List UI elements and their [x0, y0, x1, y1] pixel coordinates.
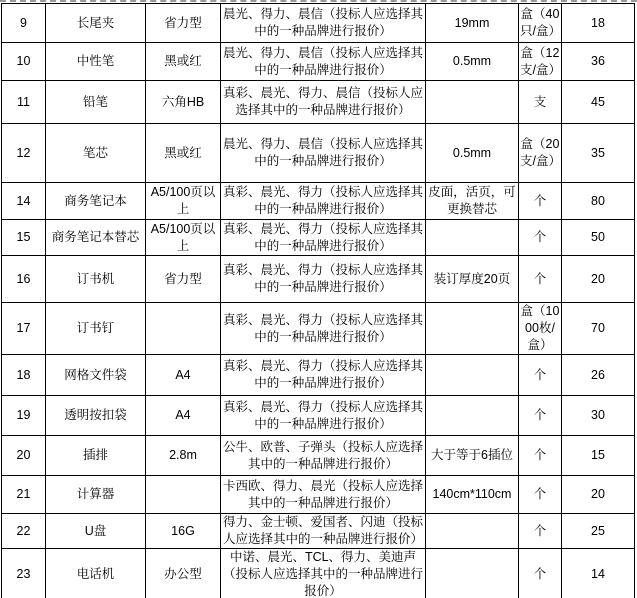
cell-seq: 9 — [2, 4, 46, 43]
cell-unit: 个 — [519, 183, 562, 220]
cell-brand: 中诺、晨光、TCL、得力、美迪声（投标人应选择其中的一种品牌进行报价） — [221, 549, 426, 598]
cell-name: 网格文件袋 — [46, 355, 146, 396]
cell-spec — [146, 303, 221, 355]
cell-size — [426, 396, 519, 436]
cell-name: 笔芯 — [46, 124, 146, 183]
cell-seq: 17 — [2, 303, 46, 355]
table-row — [2, 396, 635, 436]
cell-name: 中性笔 — [46, 43, 146, 81]
cell-spec: 省力型 — [146, 4, 221, 43]
cell-unit: 盒（12支/盒） — [519, 43, 562, 81]
cell-unit: 个 — [519, 436, 562, 476]
table-row — [2, 81, 635, 124]
table-row — [2, 43, 635, 81]
cell-brand: 真彩、晨光、得力（投标人应选择其中的一种品牌进行报价） — [221, 256, 426, 303]
cell-name: 插排 — [46, 436, 146, 476]
cell-unit: 个 — [519, 514, 562, 549]
cell-qty: 20 — [562, 256, 635, 303]
cell-unit: 个 — [519, 549, 562, 598]
cell-size — [426, 355, 519, 396]
cell-spec: A4 — [146, 355, 221, 396]
cell-seq: 12 — [2, 124, 46, 183]
cell-size — [426, 303, 519, 355]
cell-name: 订书机 — [46, 256, 146, 303]
table-row — [2, 436, 635, 476]
cell-spec: A5/100页以上 — [146, 220, 221, 256]
table-row — [2, 183, 635, 220]
cell-name: 商务笔记本替芯 — [46, 220, 146, 256]
cell-seq: 15 — [2, 220, 46, 256]
cell-size — [426, 220, 519, 256]
cell-qty: 70 — [562, 303, 635, 355]
cell-size — [426, 549, 519, 598]
cell-unit: 盒（40只/盒） — [519, 4, 562, 43]
cell-seq: 16 — [2, 256, 46, 303]
cell-seq: 20 — [2, 436, 46, 476]
office-supplies-table — [1, 3, 635, 598]
cell-unit: 盒（1000枚/盒） — [519, 303, 562, 355]
cell-brand: 晨光、得力、晨信（投标人应选择其中的一种品牌进行报价） — [221, 43, 426, 81]
cell-qty: 50 — [562, 220, 635, 256]
cell-qty: 80 — [562, 183, 635, 220]
cell-seq: 21 — [2, 476, 46, 514]
cell-name: 电话机 — [46, 549, 146, 598]
cell-size: 0.5mm — [426, 43, 519, 81]
cell-brand: 晨光、得力、晨信（投标人应选择其中的一种品牌进行报价） — [221, 4, 426, 43]
cell-name: 订书钉 — [46, 303, 146, 355]
cell-qty: 36 — [562, 43, 635, 81]
cell-size: 140cm*110cm — [426, 476, 519, 514]
table-row — [2, 220, 635, 256]
table-row — [2, 256, 635, 303]
cell-seq: 11 — [2, 81, 46, 124]
cell-spec: 黑或红 — [146, 124, 221, 183]
cell-qty: 26 — [562, 355, 635, 396]
cell-size — [426, 81, 519, 124]
cell-size — [426, 514, 519, 549]
cell-qty: 15 — [562, 436, 635, 476]
cell-spec: 2.8m — [146, 436, 221, 476]
page-break-dashed-line — [0, 0, 637, 2]
cell-qty: 18 — [562, 4, 635, 43]
cell-size: 皮面，活页，可更换替芯 — [426, 183, 519, 220]
cell-brand: 晨光、得力、晨信（投标人应选择其中的一种品牌进行报价） — [221, 124, 426, 183]
cell-seq: 22 — [2, 514, 46, 549]
cell-brand: 真彩、晨光、得力（投标人应选择其中的一种品牌进行报价） — [221, 303, 426, 355]
cell-unit: 个 — [519, 220, 562, 256]
cell-qty: 45 — [562, 81, 635, 124]
cell-name: 透明按扣袋 — [46, 396, 146, 436]
table-row — [2, 476, 635, 514]
cell-brand: 卡西欧、得力、晨光（投标人应选择其中的一种品牌进行报价） — [221, 476, 426, 514]
cell-name: 计算器 — [46, 476, 146, 514]
table-row — [2, 4, 635, 43]
cell-name: 长尾夹 — [46, 4, 146, 43]
cell-spec: 16G — [146, 514, 221, 549]
cell-qty: 30 — [562, 396, 635, 436]
cell-spec — [146, 476, 221, 514]
cell-seq: 14 — [2, 183, 46, 220]
cell-unit: 个 — [519, 355, 562, 396]
cell-qty: 14 — [562, 549, 635, 598]
cell-spec: 六角HB — [146, 81, 221, 124]
cell-size: 装订厚度20页 — [426, 256, 519, 303]
cell-unit: 个 — [519, 396, 562, 436]
table-row — [2, 124, 635, 183]
cell-brand: 真彩、晨光、得力（投标人应选择其中的一种品牌进行报价） — [221, 355, 426, 396]
cell-unit: 个 — [519, 256, 562, 303]
cell-seq: 10 — [2, 43, 46, 81]
cell-seq: 23 — [2, 549, 46, 598]
cell-brand: 真彩、晨光、得力（投标人应选择其中的一种品牌进行报价） — [221, 396, 426, 436]
table-row — [2, 355, 635, 396]
table-row — [2, 514, 635, 549]
cell-spec: 省力型 — [146, 256, 221, 303]
cell-brand: 真彩、晨光、得力（投标人应选择其中的一种品牌进行报价） — [221, 220, 426, 256]
cell-name: 商务笔记本 — [46, 183, 146, 220]
cell-name: U盘 — [46, 514, 146, 549]
cell-spec: A5/100页以上 — [146, 183, 221, 220]
cell-spec: A4 — [146, 396, 221, 436]
cell-qty: 35 — [562, 124, 635, 183]
cell-name: 铅笔 — [46, 81, 146, 124]
cell-unit: 盒（20支/盒） — [519, 124, 562, 183]
cell-size: 0.5mm — [426, 124, 519, 183]
cell-brand: 真彩、晨光、得力（投标人应选择其中的一种品牌进行报价） — [221, 183, 426, 220]
cell-brand: 得力、金士顿、爱国者、闪迪（投标人应选择其中的一种品牌进行报价） — [221, 514, 426, 549]
cell-unit: 个 — [519, 476, 562, 514]
cell-spec: 办公型 — [146, 549, 221, 598]
cell-brand: 公牛、欧普、子弹头（投标人应选择其中的一种品牌进行报价） — [221, 436, 426, 476]
cell-size: 大于等于6插位 — [426, 436, 519, 476]
cell-seq: 19 — [2, 396, 46, 436]
supplies-table-body — [2, 4, 635, 598]
cell-qty: 20 — [562, 476, 635, 514]
cell-seq: 18 — [2, 355, 46, 396]
cell-brand: 真彩、晨光、得力、晨信（投标人应选择其中的一种品牌进行报价） — [221, 81, 426, 124]
cell-qty: 25 — [562, 514, 635, 549]
table-row — [2, 303, 635, 355]
cell-spec: 黑或红 — [146, 43, 221, 81]
cell-size: 19mm — [426, 4, 519, 43]
table-row — [2, 549, 635, 598]
cell-unit: 支 — [519, 81, 562, 124]
